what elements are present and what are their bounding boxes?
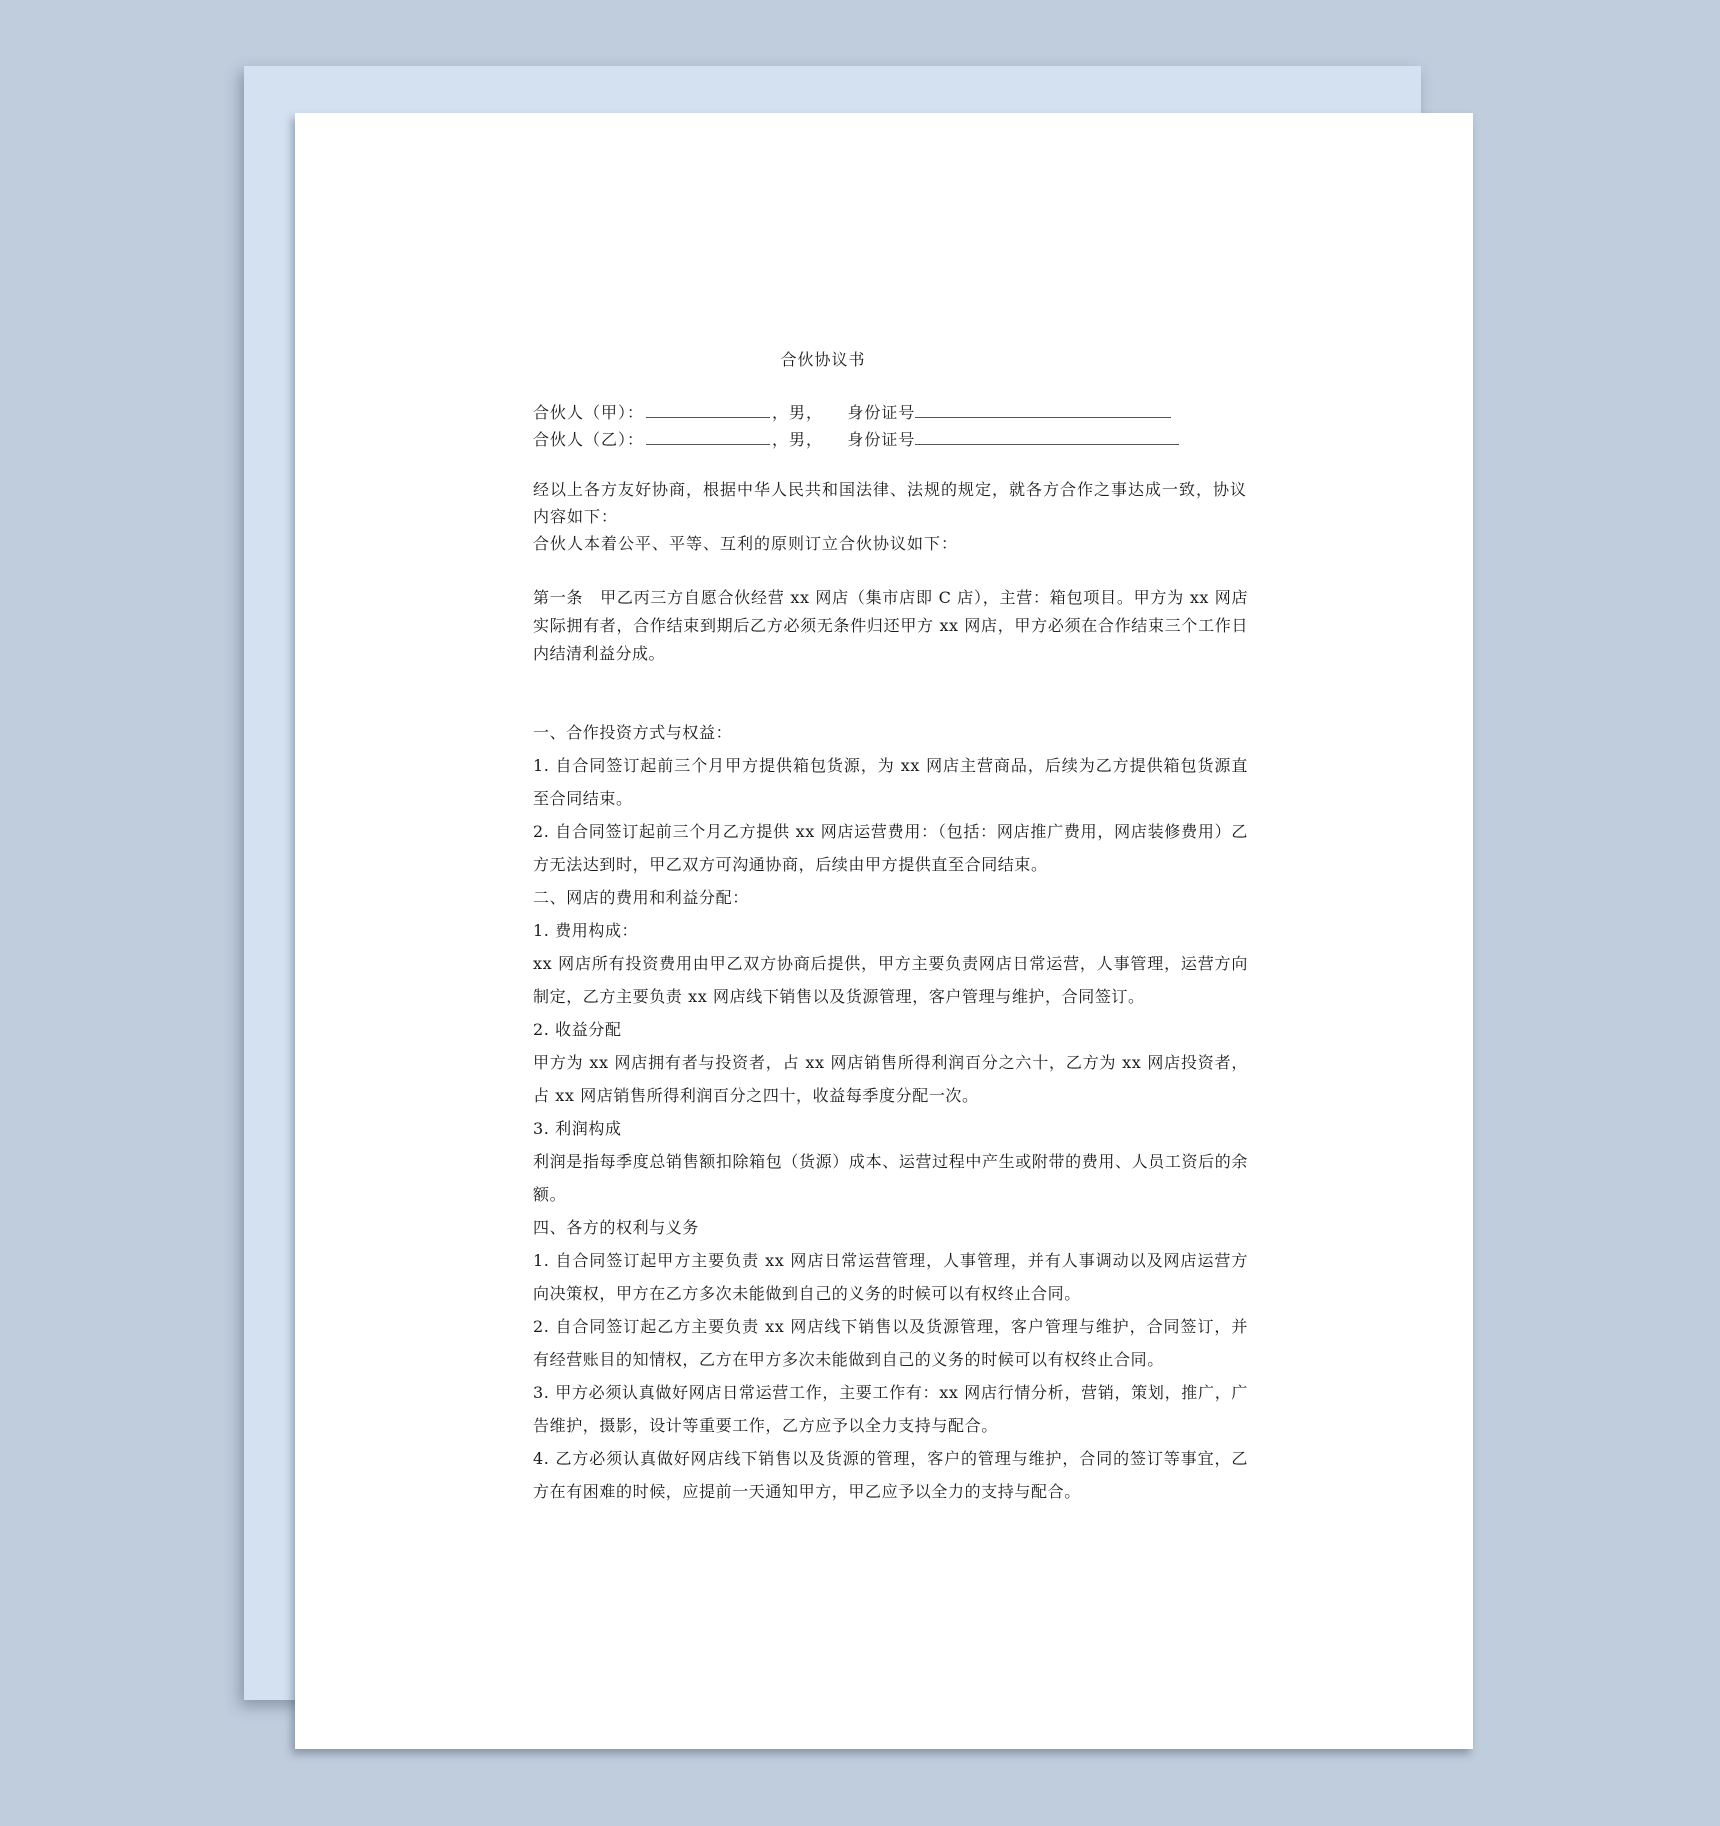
party-a-id-blank (915, 403, 1171, 418)
section-heading: 一、合作投资方式与权益： (533, 723, 733, 742)
intro-line: 经以上各方友好协商，根据中华人民共和国法律、法规的规定，就各方合作之事达成一致，协议内容如下： (533, 480, 1248, 526)
clause: 甲方为 xx 网店拥有者与投资者，占 xx 网店销售所得利润百分之六十，乙方为 xx 网店投资者，占 xx 网店销售所得利润百分之四十，收益每季度分配一次。 (533, 1053, 1248, 1105)
intro-line: 合伙人本着公平、平等、互利的原则订立合伙协议如下： (533, 534, 959, 553)
party-a-id-label: 身份证号 (847, 403, 916, 422)
party-a-label: 合伙人（甲）： (533, 403, 645, 422)
clause: 4. 乙方必须认真做好网店线下销售以及货源的管理，客户的管理与维护，合同的签订等事宜，乙方在有困难的时候，应提前一天通知甲方，甲乙应予以全力的支持与配合。 (533, 1449, 1248, 1501)
party-b-label: 合伙人（乙）： (533, 430, 645, 449)
party-b-gender: ，男， (772, 430, 824, 449)
article-one: 第一条 甲乙丙三方自愿合伙经营 xx 网店（集市店即 C 店），主营：箱包项目。甲方为 xx 网店实际拥有者，合作结束到期后乙方必须无条件归还甲方 xx 网店，甲方必须在合作结束三个工作日内结清利益分成。 (533, 588, 1248, 663)
document-title: 合伙协议书 (780, 350, 866, 369)
party-a-name-blank (646, 403, 770, 418)
party-b-name-blank (646, 430, 770, 445)
clause: 3. 甲方必须认真做好网店日常运营工作，主要工作有：xx 网店行情分析，营销，策划，推广，广告维护，摄影，设计等重要工作，乙方应予以全力支持与配合。 (533, 1383, 1248, 1435)
agreement-sections (533, 716, 1248, 1508)
clause: 2. 自合同签订起乙方主要负责 xx 网店线下销售以及货源管理，客户管理与维护，合同签订，并有经营账目的知情权，乙方在甲方多次未能做到自己的义务的时候可以有权终止合同。 (533, 1317, 1248, 1369)
party-a-gender: ，男， (772, 403, 824, 422)
party-a-line (533, 400, 1171, 423)
section-heading: 四、各方的权利与义务 (533, 1218, 700, 1237)
section-heading: 二、网店的费用和利益分配： (533, 888, 749, 907)
front-page-sheet (295, 113, 1473, 1749)
subheading: 3. 利润构成 (533, 1119, 622, 1138)
clause: 利润是指每季度总销售额扣除箱包（货源）成本、运营过程中产生或附带的费用、人员工资后的余额。 (533, 1152, 1248, 1204)
clause: xx 网店所有投资费用由甲乙双方协商后提供，甲方主要负责网店日常运营，人事管理，运营方向制定，乙方主要负责 xx 网店线下销售以及货源管理，客户管理与维护，合同签订。 (533, 954, 1248, 1006)
party-b-id-label: 身份证号 (847, 430, 916, 449)
intro-paragraph (533, 476, 1248, 557)
party-b-line (533, 427, 1179, 450)
subheading: 2. 收益分配 (533, 1020, 622, 1039)
subheading: 1. 费用构成： (533, 921, 639, 940)
party-b-id-blank (915, 430, 1179, 445)
clause: 2. 自合同签订起前三个月乙方提供 xx 网店运营费用：（包括：网店推广费用，网店装修费用）乙方无法达到时，甲乙双方可沟通协商，后续由甲方提供直至合同结束。 (533, 822, 1248, 874)
clause: 1. 自合同签订起前三个月甲方提供箱包货源，为 xx 网店主营商品，后续为乙方提供箱包货源直至合同结束。 (533, 756, 1248, 808)
clause: 1. 自合同签订起甲方主要负责 xx 网店日常运营管理，人事管理，并有人事调动以及网店运营方向决策权，甲方在乙方多次未能做到自己的义务的时候可以有权终止合同。 (533, 1251, 1248, 1303)
